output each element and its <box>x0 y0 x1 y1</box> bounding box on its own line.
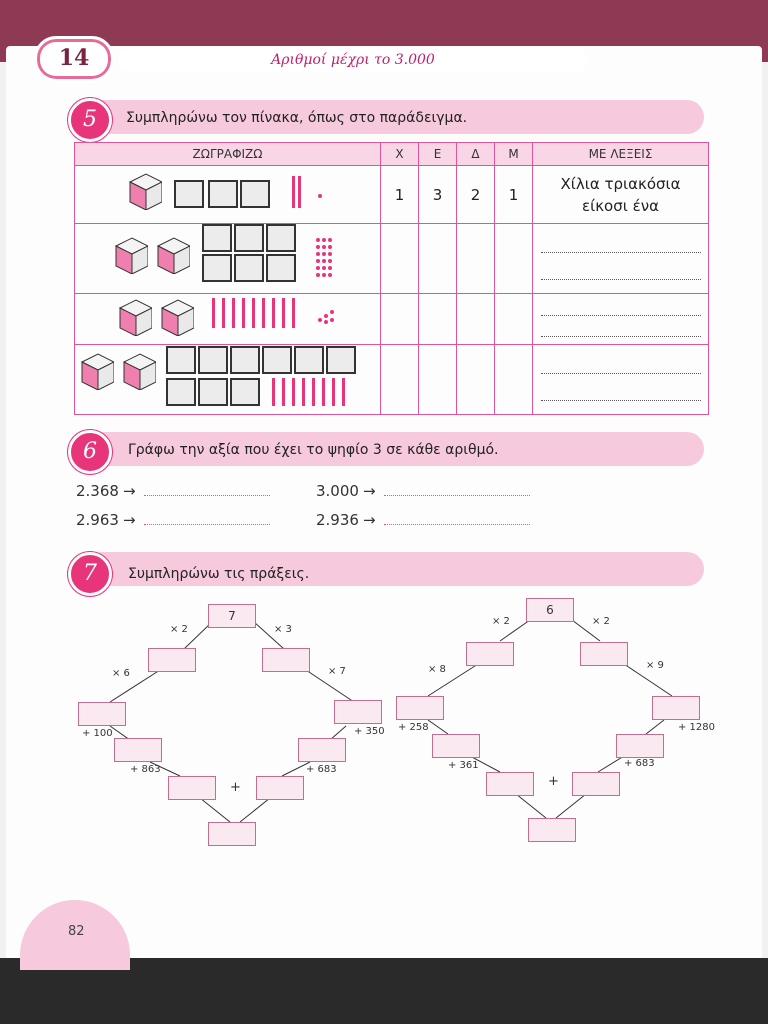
answer-box[interactable] <box>256 776 304 800</box>
col-words: ΜΕ ΛΕΞΕΙΣ <box>533 143 709 166</box>
answer-box[interactable] <box>334 700 382 724</box>
answer-box[interactable] <box>528 818 576 842</box>
plus-sign: + <box>230 780 241 795</box>
op-label: × 2 <box>592 616 610 627</box>
op-label: + 683 <box>624 758 655 769</box>
answer-box[interactable] <box>262 648 310 672</box>
arrow-icon: → <box>122 482 136 500</box>
exercise-7-instruction: Συμπληρώνω τις πράξεις. <box>128 566 310 582</box>
answer-box[interactable] <box>466 642 514 666</box>
number-label: 2.368 <box>76 482 119 500</box>
tens-cell: 2 <box>457 166 495 224</box>
page-number: 82 <box>68 924 85 939</box>
number-label: 2.936 <box>316 511 359 529</box>
thousands-cell: 1 <box>381 166 419 224</box>
lesson-number: 14 <box>58 45 90 71</box>
answer-box[interactable] <box>114 738 162 762</box>
op-label: × 7 <box>328 666 346 677</box>
answer-box[interactable] <box>652 696 700 720</box>
op-label: + 361 <box>448 760 479 771</box>
exercise-7-number: 7 <box>68 552 112 596</box>
col-hundreds: Ε <box>419 143 457 166</box>
answer-box[interactable] <box>168 776 216 800</box>
op-label: + 683 <box>306 764 337 775</box>
start-box: 7 <box>208 604 256 628</box>
answer-box[interactable] <box>298 738 346 762</box>
col-thousands: Χ <box>381 143 419 166</box>
answer-box[interactable] <box>432 734 480 758</box>
op-label: × 9 <box>646 660 664 671</box>
answer-box[interactable] <box>396 696 444 720</box>
answer-box[interactable] <box>148 648 196 672</box>
exercise-5-instruction: Συμπληρώνω τον πίνακα, όπως στο παράδειγμα. <box>126 110 468 126</box>
exercise-6-instruction: Γράφω την αξία που έχει το ψηφίο 3 σε κάθε αριθμό. <box>128 442 499 458</box>
answer-box[interactable] <box>78 702 126 726</box>
op-label: + 258 <box>398 722 429 733</box>
col-tens: Δ <box>457 143 495 166</box>
number-label: 3.000 <box>316 482 359 500</box>
col-draw: ΖΩΓΡΑΦΙΖΩ <box>75 143 381 166</box>
answer-box[interactable] <box>572 772 620 796</box>
op-label: × 3 <box>274 624 292 635</box>
number-label: 2.963 <box>76 511 119 529</box>
op-label: + 350 <box>354 726 385 737</box>
units-cell: 1 <box>495 166 533 224</box>
arrow-icon: → <box>122 511 136 529</box>
op-label: × 2 <box>492 616 510 627</box>
plus-sign: + <box>548 774 559 789</box>
col-units: Μ <box>495 143 533 166</box>
answer-box[interactable] <box>486 772 534 796</box>
start-box: 6 <box>526 598 574 622</box>
op-label: × 6 <box>112 668 130 679</box>
exercise-5-number: 5 <box>68 98 112 142</box>
answer-box[interactable] <box>580 642 628 666</box>
answer-box[interactable] <box>616 734 664 758</box>
op-label: × 2 <box>170 624 188 635</box>
unit-title: Αριθμοί μέχρι το 3.000 <box>271 52 435 68</box>
op-label: + 863 <box>130 764 161 775</box>
arrow-icon: → <box>362 511 376 529</box>
answer-box[interactable] <box>208 822 256 846</box>
arrow-icon: → <box>362 482 376 500</box>
words-line-2: είκοσι ένα <box>582 196 659 215</box>
words-line-1: Χίλια τριακόσια <box>560 174 681 193</box>
exercise-6-number: 6 <box>68 430 112 474</box>
op-label: × 8 <box>428 664 446 675</box>
op-label: + 100 <box>82 728 113 739</box>
hundreds-cell: 3 <box>419 166 457 224</box>
op-label: + 1280 <box>678 722 716 733</box>
